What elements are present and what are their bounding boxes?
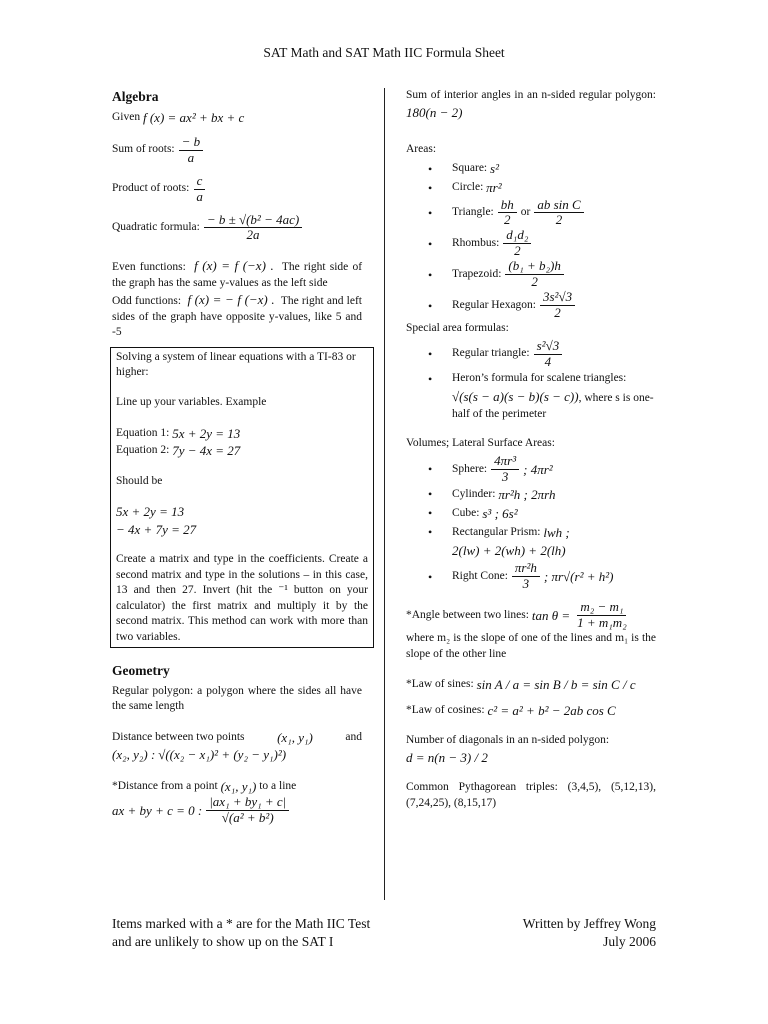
area-rhombus-label: • Rhombus: [452, 237, 500, 250]
distance-formula-row [112, 746, 362, 764]
left-column [112, 88, 368, 826]
sphere-label: • Sphere: [452, 462, 488, 475]
distance-label: Distance between two points [112, 730, 245, 743]
diagonals-formula: d = n(n − 3) / 2 [406, 749, 488, 765]
cylinder-label: • Cylinder: [452, 487, 496, 500]
linear-system-box [110, 347, 374, 648]
heron-item [406, 369, 656, 388]
area-trapezoid-label: • Trapezoid: [452, 267, 502, 280]
sum-roots-row [112, 135, 362, 166]
area-rhombus-num: d₁d₂ [503, 228, 531, 244]
pythagorean-triples: Common Pythagorean triples: (3,4,5), (5,12,13), (7,24,25), (8,15,17) [406, 781, 656, 809]
odd-functions-text [112, 291, 362, 341]
equation-2-row [116, 442, 368, 460]
box-lineup: Line up your variables. Example [116, 396, 267, 408]
cone-item [406, 561, 656, 592]
area-rhombus [406, 228, 656, 259]
heron-formula-block [406, 388, 656, 422]
area-triangle [406, 198, 656, 229]
box-intro: Solving a system of linear equations with a TI-83 or higher: [116, 350, 356, 379]
cone-fraction [512, 561, 540, 592]
regular-triangle-den: 4 [544, 353, 552, 369]
area-triangle-den-1: 2 [504, 212, 511, 228]
area-hexagon-label: • Regular Hexagon: [452, 298, 536, 311]
special-areas-list [406, 339, 656, 389]
point-2: (x₂, y₂) : [112, 747, 156, 763]
and-word: and [345, 730, 362, 743]
area-square-formula: s² [490, 161, 499, 177]
point-1-again: (x₁, y₁) [220, 778, 257, 794]
should-be-label: Should be [116, 474, 163, 487]
area-rhombus-den: 2 [514, 243, 521, 259]
given-row [112, 109, 362, 127]
cube-formula: s³ ; 6s² [482, 505, 518, 521]
equation-2-label: Equation 2: [116, 444, 170, 457]
distance-formula: √((x₂ − x₁)² + (y₂ − y₁)²) [158, 747, 287, 763]
area-circle-label: • Circle: [452, 181, 484, 194]
regular-triangle-fraction [534, 339, 563, 370]
cylinder-formula: πr²h ; 2πrh [498, 486, 556, 502]
even-description: The right side of the graph has the same y-values as the left side [112, 261, 363, 289]
even-formula: f (x) = f (−x) . [194, 258, 274, 274]
prism-volume: lwh ; [543, 524, 570, 540]
angle-fraction [574, 600, 630, 631]
odd-description: The right and left sides of the graph have opposite y-values, like 5 and -5 [112, 295, 362, 339]
footer-date: July 2006 [603, 933, 656, 949]
product-roots-numerator: c [194, 174, 206, 190]
cosines-formula: c² = a² + b² − 2ab cos C [487, 702, 616, 718]
area-circle [406, 179, 656, 198]
sphere-item [406, 454, 656, 485]
quadratic-row [112, 213, 362, 244]
area-square [406, 160, 656, 179]
sines-formula: sin A / a = sin B / b = sin C / c [476, 677, 636, 693]
angle-note: where m₂ is the slope of one of the lines and m₁ is the slope of the other line [406, 632, 656, 660]
even-functions-text [112, 257, 362, 291]
or-word: or [520, 206, 531, 219]
angle-lhs: tan θ = [531, 607, 571, 623]
odd-label: Odd functions: [112, 295, 182, 308]
distance-to-line-row [112, 778, 362, 796]
quadratic-label: Quadratic formula: [112, 221, 200, 234]
volumes-heading: Volumes; Lateral Surface Areas: [406, 437, 555, 450]
sum-roots-denominator: a [187, 149, 195, 165]
product-roots-fraction [193, 174, 206, 205]
interior-angles-formula: 180(n − 2) [406, 104, 463, 120]
line-equation: ax + by + c = 0 : [112, 802, 203, 818]
line-distance-fraction [206, 795, 289, 826]
product-roots-row [112, 174, 362, 205]
area-triangle-fraction-1 [498, 198, 517, 229]
area-hexagon-num: 3s²√3 [540, 290, 575, 306]
sphere-den: 3 [501, 468, 509, 484]
line-formula-row [112, 795, 362, 826]
equation-1-row [116, 425, 368, 443]
sines-row [406, 676, 656, 694]
sphere-fraction [491, 454, 519, 485]
line-distance-numerator: |ax₁ + by₁ + c| [206, 795, 289, 811]
distance-row [112, 729, 362, 747]
area-triangle-den-2: 2 [555, 212, 563, 228]
equation-2: 7y − 4x = 27 [172, 443, 241, 459]
area-triangle-label: • Triangle: [452, 206, 494, 219]
special-areas-heading: Special area formulas: [406, 322, 509, 335]
regular-triangle-label: • Regular triangle: [452, 347, 530, 360]
sum-roots-numerator: − b [179, 135, 204, 151]
area-triangle-num-2: ab sin C [534, 198, 583, 214]
area-triangle-fraction-2 [534, 198, 583, 229]
area-trapezoid [406, 259, 656, 290]
sum-roots-fraction [179, 135, 204, 166]
footer-note-line-1: Items marked with a * are for the Math IIC Test [112, 916, 371, 931]
cosines-row [406, 702, 656, 720]
quadratic-denominator: 2a [246, 227, 260, 243]
heron-label: • Heron’s formula for scalene triangles: [452, 372, 627, 385]
interior-angles-label: Sum of interior angles in an n-sided regular polygon: [406, 89, 656, 101]
sines-label: *Law of sines: [406, 678, 474, 691]
footer-note [112, 915, 370, 950]
given-formula: f (x) = ax² + bx + c [142, 110, 245, 126]
angle-num: m₂ − m₁ [577, 600, 626, 616]
should-be-equation-2: − 4x + 7y = 27 [116, 521, 197, 537]
equation-1-label: Equation 1: [116, 426, 170, 439]
regular-triangle-num: s²√3 [534, 339, 563, 355]
quadratic-numerator: − b ± √(b² − 4ac) [204, 213, 302, 229]
area-trapezoid-den: 2 [531, 274, 538, 290]
area-trapezoid-fraction [505, 259, 563, 290]
geometry-heading: Geometry [112, 663, 170, 679]
cylinder-item [406, 485, 656, 504]
cone-area: ; πr√(r² + h²) [543, 569, 614, 585]
box-instructions: Create a matrix and type in the coefficients. Create a second matrix and type in the solutions – in this case, 13 and then 27. Invert (hit the ⁻¹ button on your calculator) the first matrix and multiply it by the second matrix. This method can work with more than two variables. [116, 553, 368, 643]
product-roots-label: Product of roots: [112, 182, 190, 195]
angle-den: 1 + m₁m₂ [577, 615, 627, 631]
cone-label: • Right Cone: [452, 570, 508, 583]
point-1: (x₁, y₁) [277, 729, 313, 745]
angle-label: *Angle between two lines: [406, 608, 529, 621]
footer-note-line-2: and are unlikely to show up on the SAT I [112, 933, 334, 949]
heron-formula: √(s(s − a)(s − b)(s − c)) [452, 389, 579, 405]
areas-heading: Areas: [406, 143, 437, 156]
distance-to-line-label: *Distance from a point [112, 779, 218, 792]
given-label: Given [112, 111, 141, 124]
page-title: SAT Math and SAT Math IIC Formula Sheet [263, 45, 505, 60]
cone-list [406, 561, 656, 592]
area-circle-formula: πr² [486, 180, 502, 196]
sphere-area: ; 4πr² [523, 461, 553, 477]
column-divider [384, 88, 385, 900]
prism-item [406, 523, 656, 542]
regular-triangle-item [406, 339, 656, 370]
sum-roots-label: Sum of roots: [112, 143, 175, 156]
cone-num: πr²h [512, 561, 540, 577]
even-label: Even functions: [112, 261, 186, 274]
area-hexagon-den: 2 [554, 305, 561, 321]
area-hexagon [406, 290, 656, 321]
area-hexagon-fraction [540, 290, 575, 321]
equation-1: 5x + 2y = 13 [172, 425, 241, 441]
heron-note: , where s is one-half of the perimeter [452, 392, 654, 420]
algebra-heading: Algebra [112, 89, 159, 104]
angle-row [406, 600, 656, 631]
area-square-label: • Square: [452, 162, 488, 175]
volumes-list [406, 454, 656, 542]
cone-den: 3 [522, 576, 530, 592]
area-triangle-num-1: bh [498, 198, 517, 214]
should-be-equation-1: 5x + 2y = 13 [116, 504, 185, 520]
cube-label: • Cube: [452, 506, 480, 519]
odd-formula: f (x) = − f (−x) . [187, 292, 275, 308]
footer-author [460, 915, 656, 950]
quadratic-fraction [204, 213, 302, 244]
area-rhombus-fraction [503, 228, 531, 259]
cube-item [406, 504, 656, 523]
area-trapezoid-num: (b₁ + b₂)h [505, 259, 563, 275]
line-distance-denominator: √(a² + b²) [221, 810, 274, 826]
prism-label: • Rectangular Prism: [452, 525, 541, 538]
distance-to-line-label-end: to a line [259, 779, 297, 792]
regular-polygon-text: Regular polygon: a polygon where the sides all have the same length [112, 684, 362, 713]
diagonals-text: Number of diagonals in an n-sided polygon: [406, 734, 610, 747]
product-roots-denominator: a [196, 188, 203, 204]
right-column [406, 88, 656, 811]
prism-area: 2(lw) + 2(wh) + 2(lh) [452, 542, 566, 558]
areas-list [406, 160, 656, 322]
interior-angles-text [406, 88, 656, 122]
footer-author-line: Written by Jeffrey Wong [522, 916, 656, 931]
sphere-num: 4πr³ [491, 454, 519, 470]
cosines-label: *Law of cosines: [406, 703, 485, 716]
